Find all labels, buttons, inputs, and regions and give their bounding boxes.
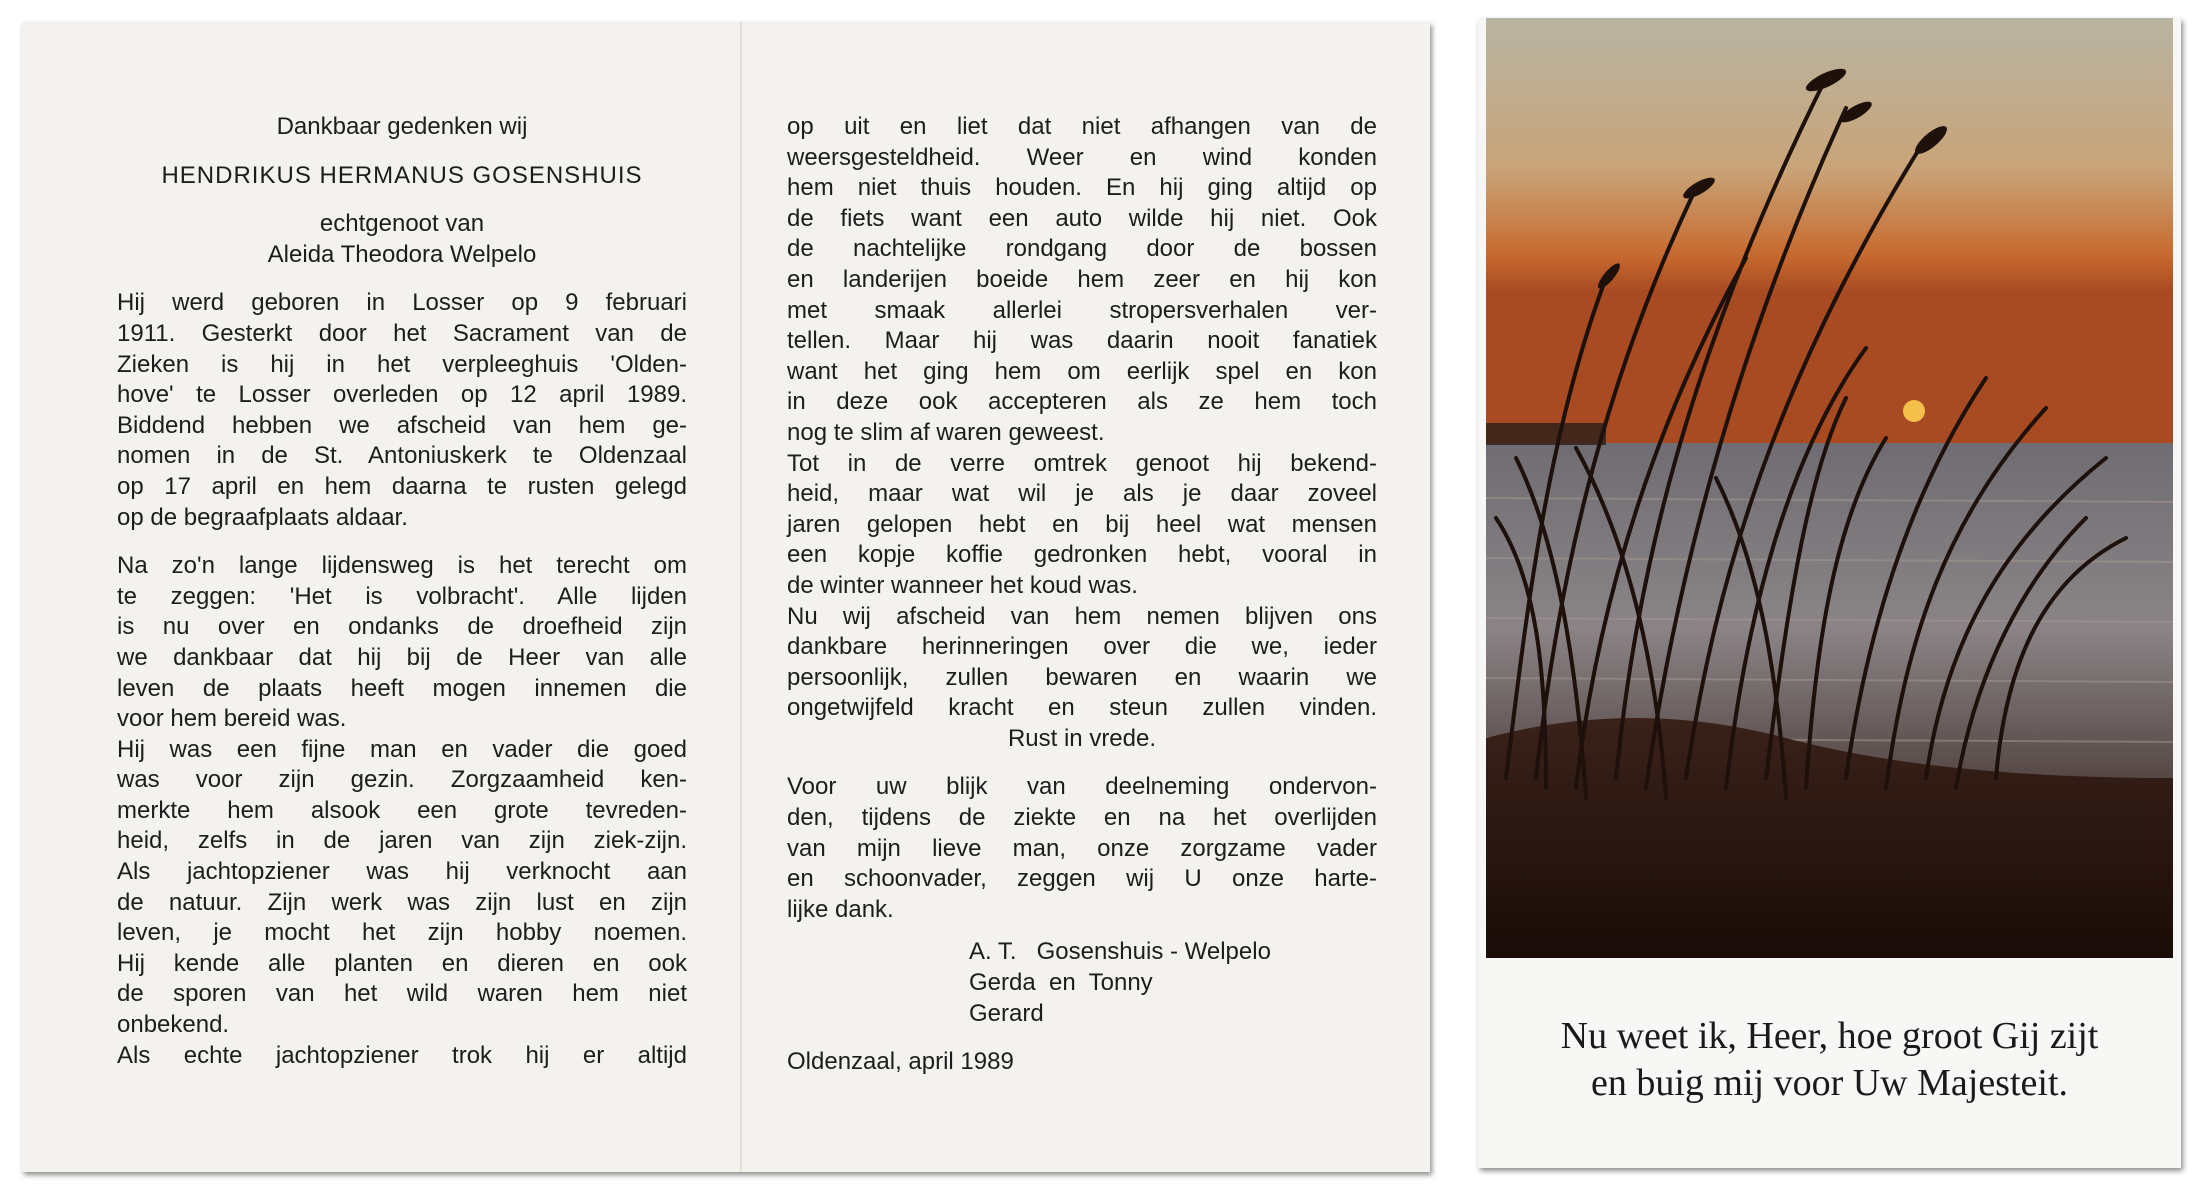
verse <box>1478 1013 2181 1107</box>
text-line: is nu over en ondanks de droefheid zijn <box>117 613 687 641</box>
text-line: Nu wij afscheid van hem nemen blijven ons <box>787 602 1377 630</box>
text-line: dankbare herinneringen over die we, ieder <box>787 633 1377 661</box>
text-line: nomen in de St. Antoniuskerk te Oldenzaal <box>117 442 687 470</box>
photo-illustration <box>1486 18 2173 958</box>
text-line: persoonlijk, zullen bewaren en waarin we <box>787 663 1377 691</box>
text-line: in deze ook accepteren als ze hem toch <box>787 388 1377 416</box>
text-line: nog te slim af waren geweest. <box>787 418 1105 446</box>
text-line: te zeggen: 'Het is volbracht'. Alle lijden <box>117 582 687 610</box>
text-line: Als jachtopziener was hij verknocht aan <box>117 858 687 886</box>
text-line: leven, je mocht het zijn hobby noemen. <box>117 919 687 947</box>
text-line: de fiets want een auto wilde hij niet. Ook <box>787 204 1377 232</box>
memorial-card-front <box>1478 18 2181 1168</box>
signatures <box>787 937 1377 1029</box>
right-page <box>787 112 1377 1078</box>
text-line: de natuur. Zijn werk was zijn lust en zijn <box>117 888 687 916</box>
deceased-name: HENDRIKUS HERMANUS GOSENSHUIS <box>161 161 643 189</box>
text-line: de sporen van het wild waren hem niet <box>117 980 687 1008</box>
text-line: merkte hem alsook een grote tevreden- <box>117 796 687 824</box>
text-line: den, tijdens de ziekte en na het overlijden <box>787 804 1377 832</box>
text-line: voor hem bereid was. <box>117 705 347 733</box>
text-line: leven de plaats heeft mogen innemen die <box>117 674 687 702</box>
spouse-intro: echtgenoot van <box>319 210 485 238</box>
text-line: de winter wanneer het koud was. <box>787 571 1138 599</box>
text-line: op 17 april en hem daarna te rusten gelegd <box>117 472 687 500</box>
text-line: op uit en liet dat niet afhangen van de <box>787 113 1377 140</box>
text-line: want het ging hem om eerlijk spel en kon <box>787 357 1377 385</box>
text-line: hem niet thuis houden. En hij ging altijd op <box>787 174 1377 202</box>
signature-line: A. T. Gosenshuis - Welpelo <box>969 938 1271 966</box>
place-date: Oldenzaal, april 1989 <box>787 1048 1014 1076</box>
text-line: lijke dank. <box>787 895 894 923</box>
text-line: de nachtelijke rondgang door de bossen <box>787 235 1377 263</box>
text-line: tellen. Maar hij was daarin nooit fanatiek <box>787 327 1377 355</box>
text-line: Tot in de verre omtrek genoot hij bekend- <box>787 449 1377 477</box>
text-line: Zieken is hij in het verpleeghuis 'Olden- <box>117 350 687 378</box>
verse-line: Nu weet ik, Heer, hoe groot Gij zijt <box>1560 1015 2099 1057</box>
signature-line: Gerard <box>969 999 1044 1027</box>
text-line: Biddend hebben we afscheid van hem ge- <box>117 411 687 439</box>
signature-line: Gerda en Tonny <box>969 969 1153 997</box>
text-line: we dankbaar dat hij bij de Heer van alle <box>117 643 687 671</box>
thanks-paragraph <box>787 772 1377 925</box>
text-line: weersgesteldheid. Weer en wind konden <box>787 143 1377 171</box>
text-line: Hij kende alle planten en dieren en ook <box>117 949 687 977</box>
text-line: onbekend. <box>117 1011 230 1039</box>
text-line: heid, maar wat wil je als je daar zoveel <box>787 480 1377 508</box>
text-line: 1911. Gesterkt door het Sacrament van de <box>117 319 687 347</box>
card-fold <box>740 22 742 1172</box>
text-line: en landerijen boeide hem zeer en hij kon <box>787 265 1377 293</box>
verse-line: en buig mij voor Uw Majesteit. <box>1590 1062 2069 1104</box>
memorial-card-inside <box>22 22 1430 1172</box>
heading: Dankbaar gedenken wij <box>276 113 528 140</box>
text-line: op de begraafplaats aldaar. <box>117 503 408 531</box>
obituary-paragraph-2 <box>117 551 687 1071</box>
sunset-reeds-photo <box>1486 18 2173 958</box>
text-line: ongetwijfeld kracht en steun zullen vinden. <box>787 694 1377 722</box>
text-line: jaren gelopen hebt en bij heel wat mensen <box>787 510 1377 538</box>
text-line: Hij was een fijne man en vader die goed <box>117 735 687 763</box>
text-line: heid, zelfs in de jaren van zijn ziek-zijn. <box>117 827 687 855</box>
distant-shore <box>1486 423 1606 445</box>
text-line: was voor zijn gezin. Zorgzaamheid ken- <box>117 766 687 794</box>
left-page <box>117 112 687 1071</box>
spouse-name: Aleida Theodora Welpelo <box>267 240 537 268</box>
rest-in-peace: Rust in vrede. <box>1007 724 1157 752</box>
text-line: Als echte jachtopziener trok hij er altijd <box>117 1041 687 1069</box>
text-line: Voor uw blijk van deelneming ondervon- <box>787 773 1377 801</box>
text-line: een kopje koffie gedronken hebt, vooral in <box>787 541 1377 569</box>
text-line: hove' te Losser overleden op 12 april 1989. <box>117 381 687 409</box>
obituary-paragraph-3 <box>787 112 1377 724</box>
sun <box>1903 400 1925 422</box>
text-line: Na zo'n lange lijdensweg is het terecht om <box>117 552 687 580</box>
text-line: Hij werd geboren in Losser op 9 februari <box>117 289 687 317</box>
text-line: met smaak allerlei stropersverhalen ver- <box>787 296 1377 324</box>
text-line: van mijn lieve man, onze zorgzame vader <box>787 834 1377 862</box>
obituary-paragraph-1 <box>117 288 687 533</box>
text-line: en schoonvader, zeggen wij U onze harte- <box>787 865 1377 893</box>
